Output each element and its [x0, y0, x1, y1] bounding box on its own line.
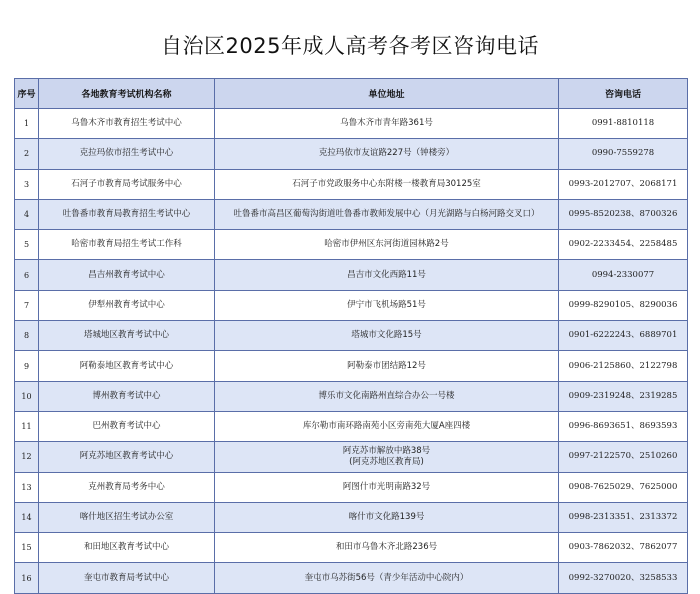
row-index: 1	[15, 109, 39, 139]
phone-number: 0995-8520238、8700326	[559, 199, 688, 229]
header-address: 单位地址	[215, 79, 559, 109]
address-line: 阿图什市光明南路32号	[342, 481, 431, 492]
table-row	[15, 290, 688, 320]
institution-name: 昌吉州教育考试中心	[39, 260, 215, 290]
table-row	[15, 533, 688, 563]
institution-name: 伊犁州教育考试中心	[39, 290, 215, 320]
address-cell	[215, 109, 559, 139]
phone-number: 0991-8810118	[559, 109, 688, 139]
address-cell	[215, 260, 559, 290]
header-institution: 各地教育考试机构名称	[39, 79, 215, 109]
table-body	[15, 109, 688, 594]
institution-name: 石河子市教育局考试服务中心	[39, 169, 215, 199]
institution-name: 克拉玛依市招生考试中心	[39, 139, 215, 169]
table-row	[15, 351, 688, 381]
phone-number: 0998-2313351、2313372	[559, 502, 688, 532]
institution-name: 巴州教育考试中心	[39, 411, 215, 441]
table-row	[15, 472, 688, 502]
row-index: 15	[15, 533, 39, 563]
table-row	[15, 169, 688, 199]
institution-name: 吐鲁番市教育局教育招生考试中心	[39, 199, 215, 229]
address-line: 奎屯市乌苏街56号（青少年活动中心院内）	[304, 572, 469, 583]
institution-name: 塔城地区教育考试中心	[39, 321, 215, 351]
row-index: 12	[15, 442, 39, 472]
address-cell	[215, 411, 559, 441]
row-index: 8	[15, 321, 39, 351]
table-row	[15, 230, 688, 260]
institution-name: 阿勒泰地区教育考试中心	[39, 351, 215, 381]
table-header-row	[15, 79, 688, 109]
row-index: 2	[15, 139, 39, 169]
phone-number: 0996-8693651、8693593	[559, 411, 688, 441]
phone-number: 0902-2233454、2258485	[559, 230, 688, 260]
institution-name: 喀什地区招生考试办公室	[39, 502, 215, 532]
table-row	[15, 411, 688, 441]
row-index: 11	[15, 411, 39, 441]
table-row	[15, 381, 688, 411]
address-cell	[215, 502, 559, 532]
address-line: 乌鲁木齐市青年路361号	[340, 118, 433, 129]
address-cell	[215, 321, 559, 351]
phone-number: 0997-2122570、2510260	[559, 442, 688, 472]
institution-name: 克州教育局考务中心	[39, 472, 215, 502]
address-cell	[215, 351, 559, 381]
address-line: 塔城市文化路15号	[351, 330, 422, 341]
address-cell	[215, 199, 559, 229]
institution-name: 博州教育考试中心	[39, 381, 215, 411]
institution-name: 奎屯市教育局考试中心	[39, 563, 215, 593]
address-line: 哈密市伊州区东河街道园林路2号	[324, 239, 449, 250]
institution-name: 阿克苏地区教育考试中心	[39, 442, 215, 472]
table-row	[15, 442, 688, 472]
row-index: 13	[15, 472, 39, 502]
row-index: 5	[15, 230, 39, 260]
phone-number: 0909-2319248、2319285	[559, 381, 688, 411]
address-line: 吐鲁番市高昌区葡萄沟街道吐鲁番市教师发展中心（月光湖路与白杨河路交叉口）	[233, 209, 540, 220]
address-cell	[215, 139, 559, 169]
header-index: 序号	[15, 79, 39, 109]
address-cell	[215, 381, 559, 411]
address-cell	[215, 472, 559, 502]
table-row	[15, 139, 688, 169]
phone-number: 0992-3270020、3258533	[559, 563, 688, 593]
address-line: 阿勒泰市团结路12号	[347, 360, 426, 371]
address-cell	[215, 533, 559, 563]
phone-number: 0906-2125860、2122798	[559, 351, 688, 381]
phone-number: 0993-2012707、2068171	[559, 169, 688, 199]
institution-name: 哈密市教育局招生考试工作科	[39, 230, 215, 260]
row-index: 7	[15, 290, 39, 320]
phone-number: 0903-7862032、7862077	[559, 533, 688, 563]
table-row	[15, 199, 688, 229]
phone-number: 0908-7625029、7625000	[559, 472, 688, 502]
row-index: 6	[15, 260, 39, 290]
address-cell	[215, 563, 559, 593]
contact-table	[14, 78, 688, 594]
address-line: 博乐市文化南路州直综合办公一号楼	[318, 390, 455, 401]
institution-name: 和田地区教育考试中心	[39, 533, 215, 563]
row-index: 10	[15, 381, 39, 411]
page-title: 自治区2025年成人高考各考区咨询电话	[161, 34, 539, 58]
row-index: 4	[15, 199, 39, 229]
address-line: 克拉玛依市友谊路227号（钟楼旁）	[318, 148, 455, 159]
header-phone: 咨询电话	[559, 79, 688, 109]
phone-number: 0990-7559278	[559, 139, 688, 169]
phone-number: 0994-2330077	[559, 260, 688, 290]
address-line: 石河子市党政服务中心东附楼一楼教育局30125室	[292, 178, 481, 189]
address-line: 和田市乌鲁木齐北路236号	[335, 542, 438, 553]
row-index: 3	[15, 169, 39, 199]
phone-number: 0901-6222243、6889701	[559, 321, 688, 351]
address-line: 阿克苏市解放中路38号	[342, 445, 431, 456]
address-line: 伊宁市飞机场路51号	[347, 299, 426, 310]
institution-name: 乌鲁木齐市教育招生考试中心	[39, 109, 215, 139]
table-row	[15, 563, 688, 593]
table-row	[15, 502, 688, 532]
address-line: 库尔勒市南环路南苑小区旁南苑大厦A座四楼	[302, 421, 471, 432]
address-line: 喀什市文化路139号	[348, 512, 425, 522]
address-cell	[215, 169, 559, 199]
address-line: (阿克苏地区教育局)	[349, 456, 424, 467]
table-row	[15, 109, 688, 139]
row-index: 16	[15, 563, 39, 593]
address-cell	[215, 290, 559, 320]
address-cell	[215, 230, 559, 260]
row-index: 9	[15, 351, 39, 381]
table-row	[15, 260, 688, 290]
table-row	[15, 321, 688, 351]
phone-number: 0999-8290105、8290036	[559, 290, 688, 320]
address-cell	[215, 442, 559, 472]
address-line: 昌吉市文化西路11号	[347, 269, 426, 280]
row-index: 14	[15, 502, 39, 532]
